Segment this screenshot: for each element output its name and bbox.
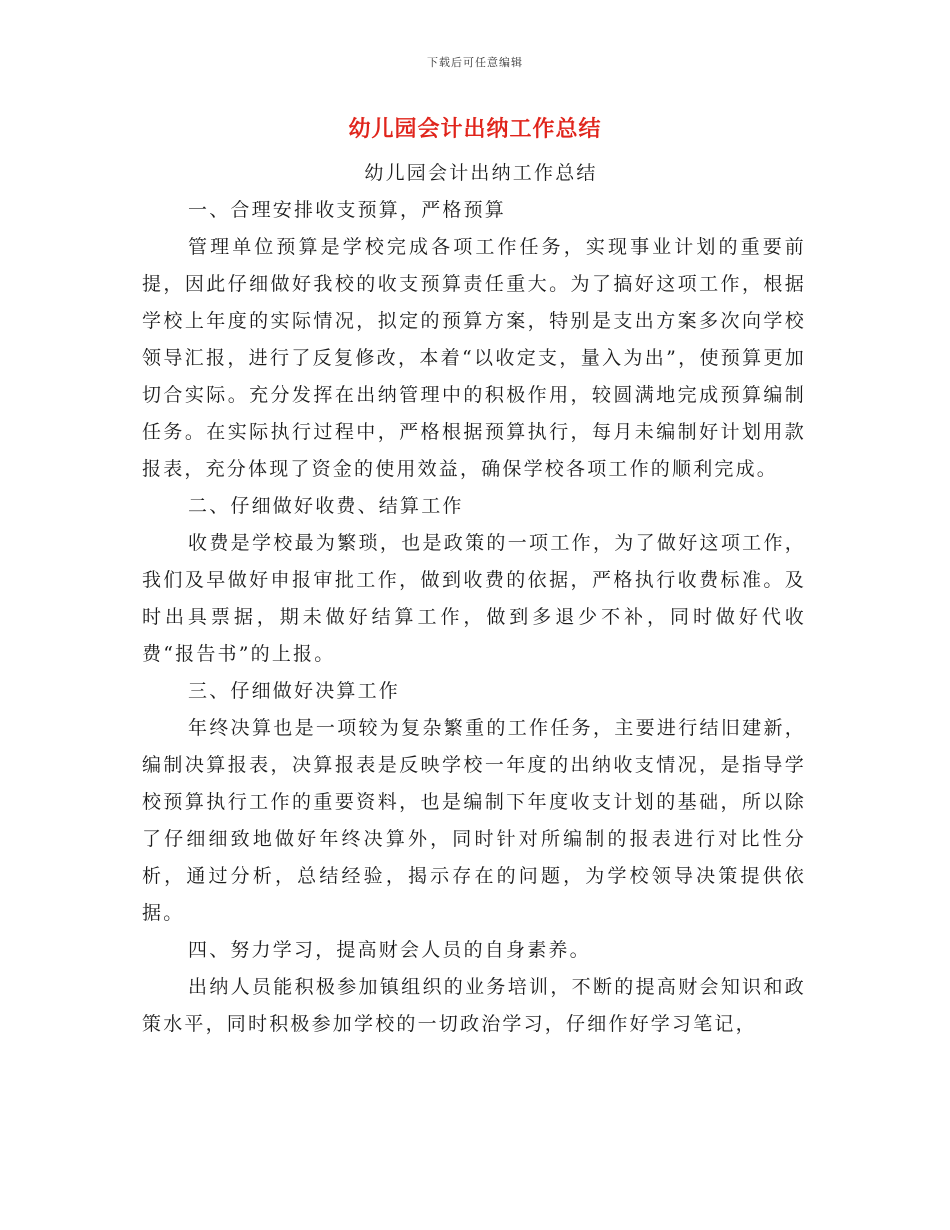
document-subtitle: 幼儿园会计出纳工作总结	[364, 162, 598, 184]
section-heading-2: 二、仔细做好收费、结算工作	[188, 495, 464, 517]
section-heading-4: 四、努力学习，提高财会人员的自身素养。	[188, 939, 591, 961]
section-paragraph-1: 管理单位预算是学校完成各项工作任务，实现事业计划的重要前提，因此仔细做好我校的收支预算责任重大。为了搞好这项工作，根据学校上年度的实际情况，拟定的预算方案，特别是支出方案多次向学校领导汇报，进行了反复修改，本着“以收定支，量入为出”，使预算更加切合实际。充分发挥在出纳管理中的积极作用，较圆满地完成预算编制任务。在实际执行过程中，严格根据预算执行，每月未编制好计划用款报表，充分体现了资金的使用效益，确保学校各项工作的顺利完成。	[142, 236, 806, 480]
section-heading-3: 三、仔细做好决算工作	[188, 680, 401, 702]
section-paragraph-2: 收费是学校最为繁琐，也是政策的一项工作，为了做好这项工作，我们及早做好申报审批工作，做到收费的依据，严格执行收费标准。及时出具票据，期未做好结算工作，做到多退少不补，同时做好代收费“报告书”的上报。	[142, 532, 806, 665]
section-paragraph-3: 年终决算也是一项较为复杂繁重的工作任务，主要进行结旧建新，编制决算报表，决算报表是反映学校一年度的出纳收支情况，是指导学校预算执行工作的重要资料，也是编制下年度收支计划的基础，所以除了仔细细致地做好年终决算外，同时针对所编制的报表进行对比性分析，通过分析，总结经验，揭示存在的问题，为学校领导决策提供依据。	[142, 717, 806, 924]
document-body	[142, 155, 806, 1043]
page-header-note: 下载后可任意编辑	[427, 56, 523, 69]
section-heading-1: 一、合理安排收支预算，严格预算	[188, 199, 507, 221]
section-paragraph-4: 出纳人员能积极参加镇组织的业务培训，不断的提高财会知识和政策水平，同时积极参加学校的一切政治学习，仔细作好学习笔记，	[142, 976, 806, 1035]
document-title: 幼儿园会计出纳工作总结	[348, 116, 602, 142]
